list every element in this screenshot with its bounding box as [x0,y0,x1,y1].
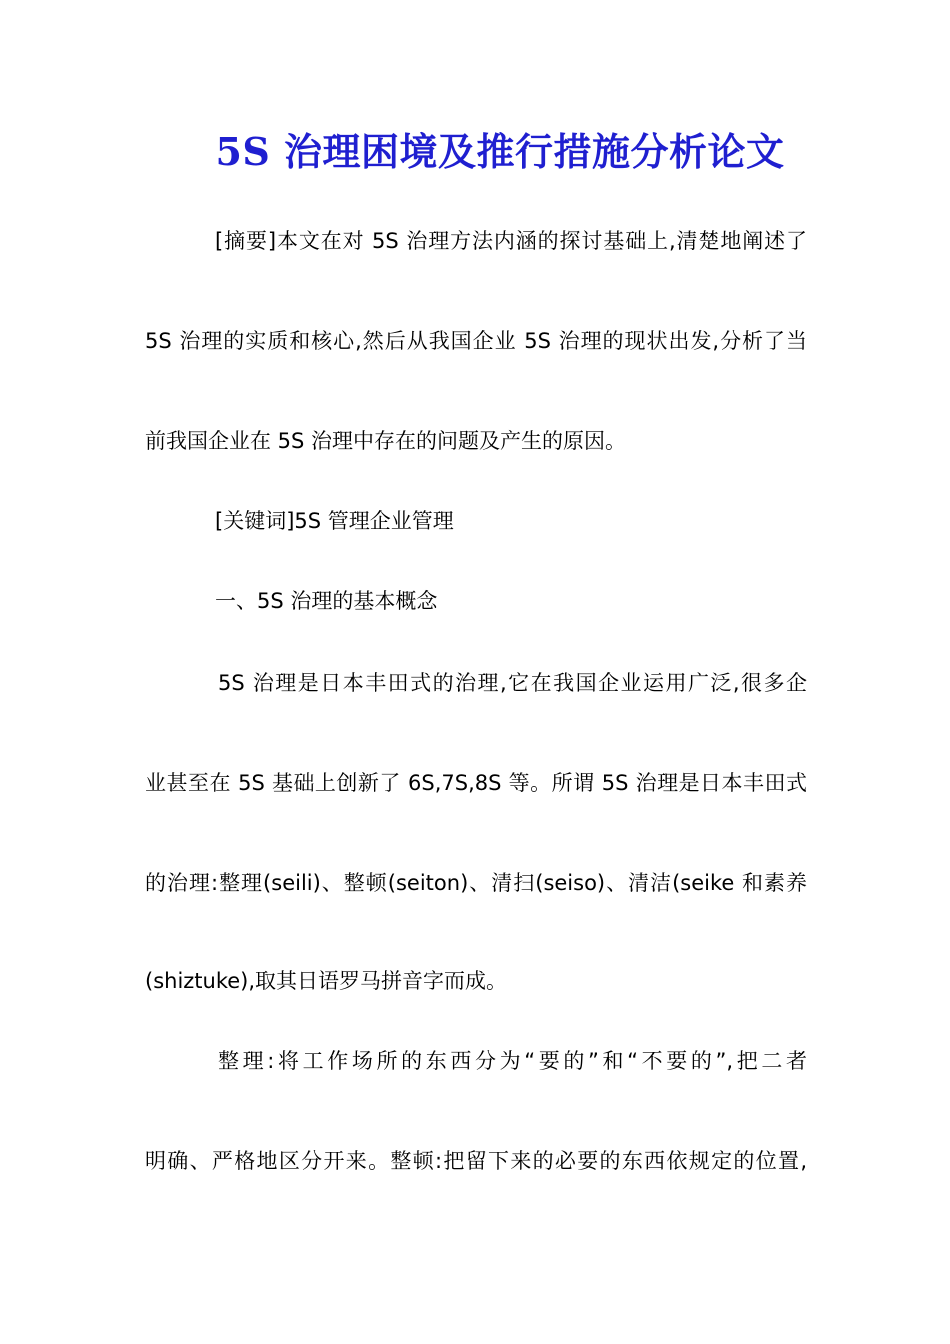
paragraph-line: 前我国企业在 5S 治理中存在的问题及产生的原因。 [145,429,627,453]
keywords-line: [关键词]5S 管理企业管理 [215,509,454,533]
document-title: 5S 治理困境及推行措施分析论文 [215,129,785,174]
paragraph-line: 5S 治理是日本丰田式的治理,它在我国企业运用广泛,很多企 [218,671,807,695]
paragraph-line: 整理:将工作场所的东西分为“要的”和“不要的”,把二者 [218,1049,807,1073]
paragraph-line: 的治理:整理(seili)、整顿(seiton)、清扫(seiso)、清洁(seike 和素养 [145,871,807,895]
paragraph-line: (shiztuke),取其日语罗马拼音字而成。 [145,969,508,993]
paragraph-line: 5S 治理的实质和核心,然后从我国企业 5S 治理的现状出发,分析了当 [145,329,807,353]
paragraph-line: 业甚至在 5S 基础上创新了 6S,7S,8S 等。所谓 5S 治理是日本丰田式 [145,771,807,795]
paragraph-line: 明确、严格地区分开来。整顿:把留下来的必要的东西依规定的位置, [145,1149,807,1173]
section-heading: 一、5S 治理的基本概念 [215,589,438,613]
paragraph-line: [摘要]本文在对 5S 治理方法内涵的探讨基础上,清楚地阐述了 [215,229,807,253]
